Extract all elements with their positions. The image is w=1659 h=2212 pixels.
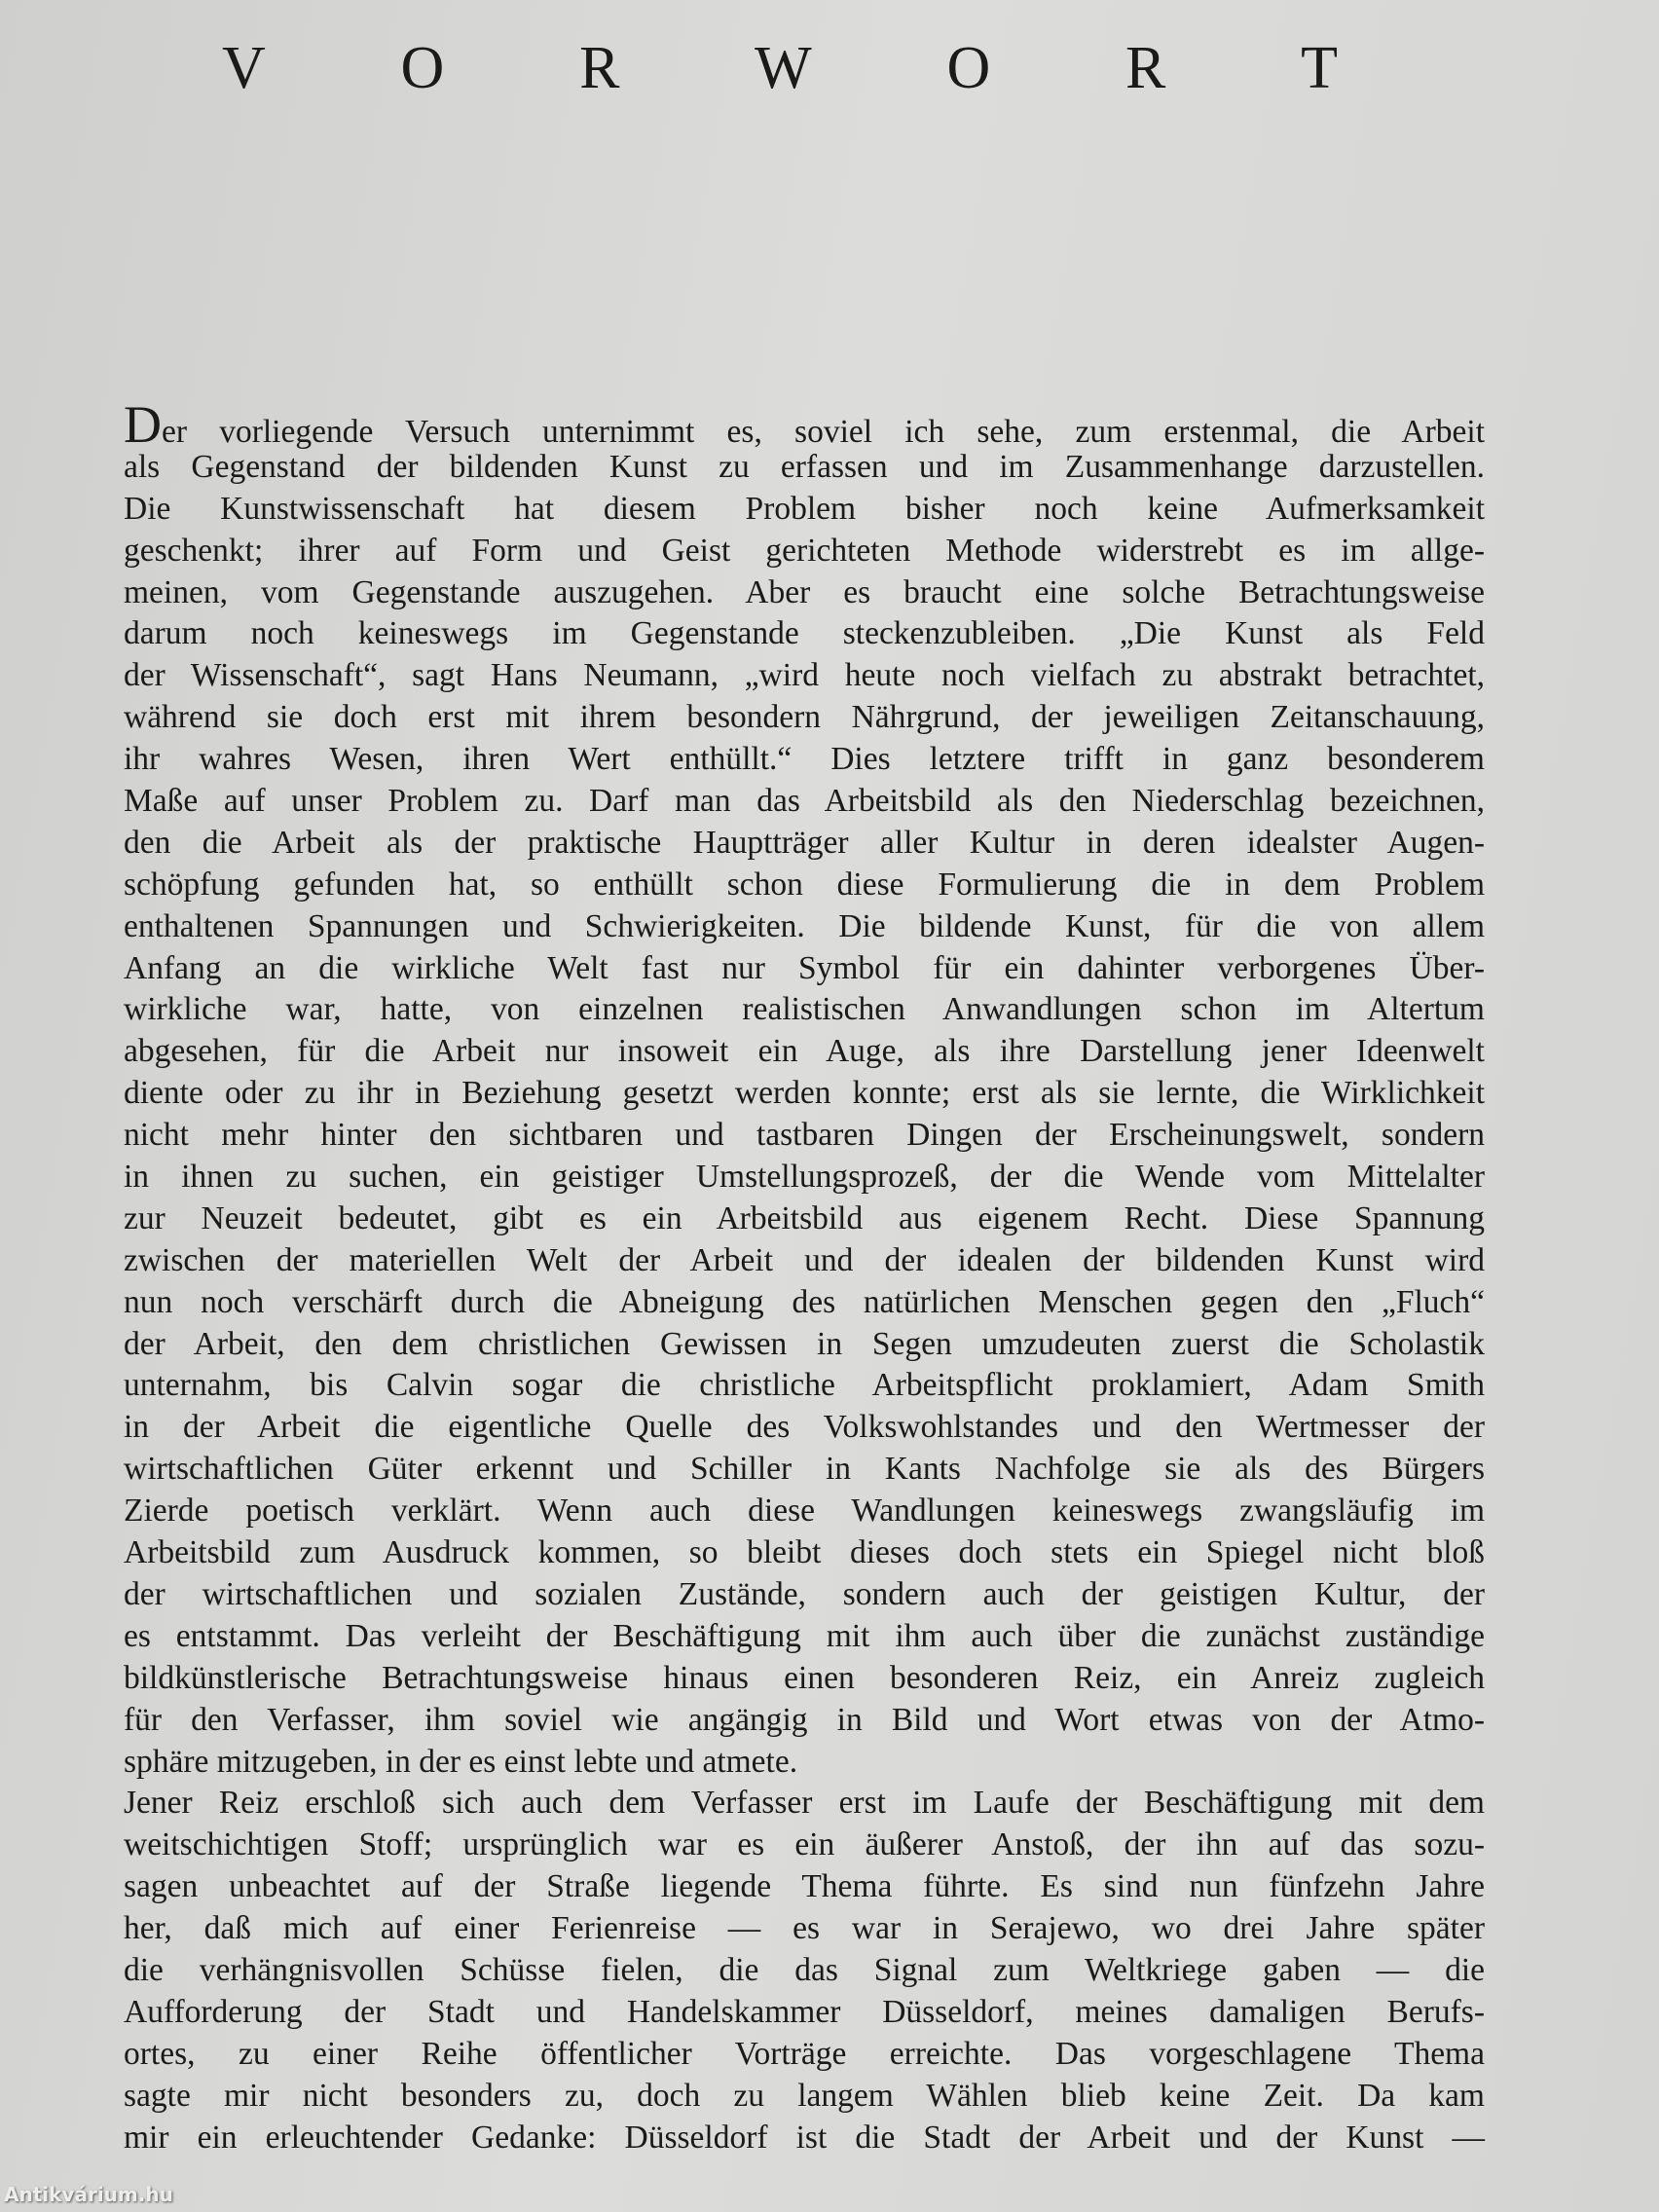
text-line: nun noch verschärft durch die Abneigung des natürlichen Menschen gegen den „Fluch“ (124, 1283, 1485, 1320)
text-line: Maße auf unser Problem zu. Darf man das Arbeitsbild als den Niederschlag bezeichnen, (124, 783, 1485, 820)
text-line: zur Neuzeit bedeutet, gibt es ein Arbeitsbild aus eigenem Recht. Diese Spannung (124, 1199, 1485, 1236)
watermark: Antikvárium.hu (4, 2183, 173, 2206)
body-text (124, 395, 1485, 2158)
text-line: geschenkt; ihrer auf Form und Geist gerichteten Methode widerstrebt es im allge- (124, 532, 1485, 569)
first-line-text: er vorliegende Versuch unternimmt es, soviel ich sehe, zum erstenmal, die Arbeit (162, 414, 1485, 450)
text-line: mir ein erleuchtender Gedanke: Düsseldorf ist die Stadt der Arbeit und der Kunst — (124, 2119, 1485, 2156)
title-letter: O (946, 35, 991, 101)
text-line: wirtschaftlichen Güter erkennt und Schiller in Kants Nachfolge sie als des Bürgers (124, 1451, 1485, 1488)
text-line: wirkliche war, hatte, von einzelnen realistischen Anwandlungen schon im Altertum (124, 991, 1485, 1028)
text-line: bildkünstlerische Betrachtungsweise hinaus einen besonderen Reiz, ein Anreiz zugleich (124, 1659, 1485, 1696)
title-letter: T (1301, 35, 1338, 101)
text-line: meinen, vom Gegenstande auszugehen. Aber es braucht eine solche Betrachtungsweise (124, 573, 1485, 610)
text-line: Zierde poetisch verklärt. Wenn auch diese Wandlungen keineswegs zwangsläufig im (124, 1493, 1485, 1530)
text-line: in der Arbeit die eigentliche Quelle des Volkswohlstandes und den Wertmesser der (124, 1409, 1485, 1446)
text-line: abgesehen, für die Arbeit nur insoweit ein Auge, als ihre Darstellung jener Ideenwelt (124, 1033, 1485, 1070)
text-line: Anfang an die wirkliche Welt fast nur Symbol für ein dahinter verborgenes Über- (124, 949, 1485, 986)
text-line: den die Arbeit als der praktische Hauptträger aller Kultur in deren idealster Augen- (124, 824, 1485, 861)
drop-cap: D (124, 395, 162, 454)
text-line: nicht mehr hinter den sichtbaren und tastbaren Dingen der Erscheinungswelt, sondern (124, 1117, 1485, 1154)
text-line: der Arbeit, den dem christlichen Gewissen in Segen umzudeuten zuerst die Scholastik (124, 1325, 1485, 1362)
text-line: als Gegenstand der bildenden Kunst zu erfassen und im Zusammenhange darzustellen. (124, 448, 1485, 485)
page-title (222, 29, 1338, 107)
text-line (124, 395, 1485, 454)
text-line: schöpfung gefunden hat, so enthüllt schon diese Formulierung die in dem Problem (124, 866, 1485, 903)
text-line: sphäre mitzugeben, in der es einst lebte und atmete. (124, 1743, 798, 1780)
text-line: in ihnen zu suchen, ein geistiger Umstellungsprozeß, der die Wende vom Mittelalter (124, 1159, 1485, 1196)
title-letter: V (222, 35, 266, 101)
title-letter: R (1124, 35, 1166, 101)
text-line: der Wissenschaft“, sagt Hans Neumann, „wird heute noch vielfach zu abstrakt betrachtet, (124, 657, 1485, 694)
text-line: Aufforderung der Stadt und Handelskammer Düsseldorf, meines damaligen Berufs- (124, 1993, 1485, 2030)
text-line: Arbeitsbild zum Ausdruck kommen, so bleibt dieses doch stets ein Spiegel nicht bloß (124, 1534, 1485, 1571)
title-letter: W (755, 35, 812, 101)
text-line: darum noch keineswegs im Gegenstande steckenzubleiben. „Die Kunst als Feld (124, 615, 1485, 652)
text-line: her, daß mich auf einer Ferienreise — es war in Serajewo, wo drei Jahre später (124, 1910, 1485, 1947)
text-line: die verhängnisvollen Schüsse fielen, die das Signal zum Weltkriege gaben — die (124, 1951, 1485, 1988)
text-line: der wirtschaftlichen und sozialen Zustände, sondern auch der geistigen Kultur, der (124, 1575, 1485, 1612)
text-line: weitschichtigen Stoff; ursprünglich war es ein äußerer Anstoß, der ihn auf das sozu- (124, 1826, 1485, 1863)
text-line: ortes, zu einer Reihe öffentlicher Vorträge erreichte. Das vorgeschlagene Thema (124, 2035, 1485, 2072)
title-letter: R (579, 35, 620, 101)
text-line: Jener Reiz erschloß sich auch dem Verfasser erst im Laufe der Beschäftigung mit dem (124, 1785, 1485, 1822)
text-line: enthaltenen Spannungen und Schwierigkeiten. Die bildende Kunst, für die von allem (124, 907, 1485, 944)
text-line: sagte mir nicht besonders zu, doch zu langem Wählen blieb keine Zeit. Da kam (124, 2077, 1485, 2114)
text-line: während sie doch erst mit ihrem besondern Nährgrund, der jeweiligen Zeitanschauung, (124, 699, 1485, 736)
text-line: es entstammt. Das verleiht der Beschäftigung mit ihm auch über die zunächst zuständige (124, 1617, 1485, 1654)
title-letter: O (400, 35, 445, 101)
text-line: sagen unbeachtet auf der Straße liegende Thema führte. Es sind nun fünfzehn Jahre (124, 1868, 1485, 1905)
text-line: für den Verfasser, ihm soviel wie angängig in Bild und Wort etwas von der Atmo- (124, 1701, 1485, 1738)
text-line: diente oder zu ihr in Beziehung gesetzt werden konnte; erst als sie lernte, die Wirklichkeit (124, 1075, 1485, 1112)
text-line: zwischen der materiellen Welt der Arbeit und der idealen der bildenden Kunst wird (124, 1241, 1485, 1278)
text-line: unternahm, bis Calvin sogar die christliche Arbeitspflicht proklamiert, Adam Smith (124, 1367, 1485, 1404)
text-line: ihr wahres Wesen, ihren Wert enthüllt.“ Dies letztere trifft in ganz besonderem (124, 741, 1485, 778)
text-line: Die Kunstwissenschaft hat diesem Problem bisher noch keine Aufmerksamkeit (124, 490, 1485, 527)
